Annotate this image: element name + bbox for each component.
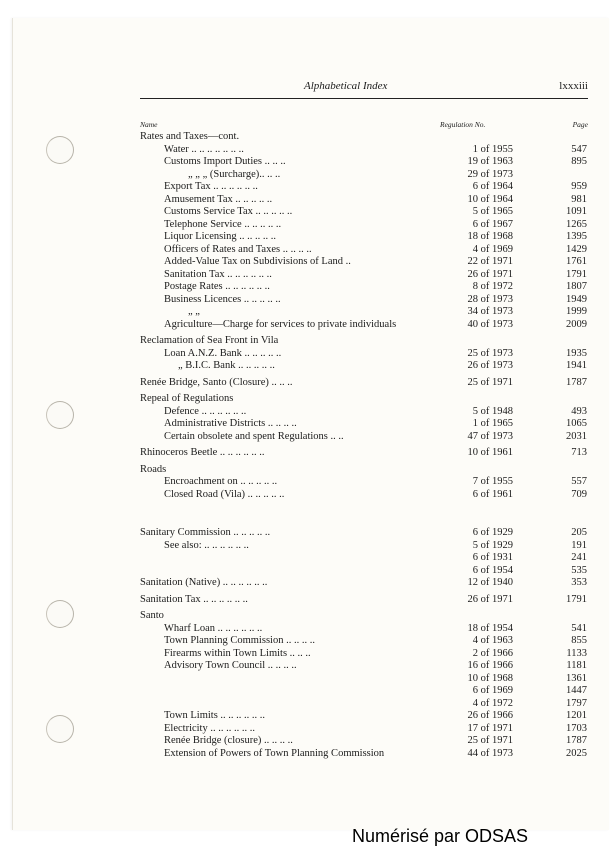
index-row [140, 156, 588, 169]
entry-name: „ B.I.C. Bank .. .. .. .. .. [178, 360, 275, 371]
index-row [140, 131, 588, 144]
page-reference: 547 [571, 143, 587, 155]
index-row [140, 406, 588, 419]
entry-name: Customs Service Tax .. .. .. .. .. [164, 206, 293, 217]
index-row [140, 377, 588, 390]
binder-hole-top [46, 136, 74, 164]
regulation-number: 25 of 1973 [467, 347, 513, 359]
entry-name: Closed Road (Vila) .. .. .. .. .. [164, 488, 285, 500]
page-reference: 709 [571, 488, 587, 500]
regulation-number: 34 of 1973 [467, 306, 513, 317]
regulation-number: 2 of 1966 [472, 647, 513, 659]
page-reference: 1787 [566, 376, 587, 388]
regulation-number: 1 of 1955 [472, 143, 513, 155]
page-reference: 1999 [566, 306, 587, 317]
entry-name: Loan A.N.Z. Bank .. .. .. .. .. [164, 347, 282, 359]
entry-name: Santo [140, 610, 164, 621]
column-header-regulation: Regulation No. [440, 120, 486, 129]
entry-name: Sanitation (Native) .. .. .. .. .. .. [140, 577, 268, 588]
entry-name: Export Tax .. .. .. .. .. .. [164, 181, 258, 192]
regulation-number: 6 of 1967 [472, 218, 513, 230]
entry-name: Water .. .. .. .. .. .. .. [164, 143, 244, 155]
index-row [140, 206, 588, 219]
entry-name: Customs Import Duties .. .. .. [164, 156, 286, 167]
index-row [140, 735, 588, 748]
index-row [140, 552, 588, 565]
page-reference: 1429 [566, 243, 587, 255]
regulation-number: 8 of 1972 [472, 281, 513, 292]
index-row [140, 231, 588, 244]
page-reference: 1797 [566, 697, 587, 709]
index-row [140, 348, 588, 361]
regulation-number: 6 of 1954 [472, 564, 513, 576]
regulation-number: 26 of 1971 [467, 593, 513, 605]
page-reference: 1787 [566, 735, 587, 746]
entry-name: Officers of Rates and Taxes .. .. .. .. [164, 243, 312, 255]
entry-name: Rates and Taxes—cont. [140, 131, 240, 142]
page-reference: 241 [571, 552, 587, 563]
page-reference: 2025 [566, 747, 587, 759]
index-row [140, 476, 588, 489]
index-row [140, 393, 588, 406]
entry-name: Renée Bridge (closure) .. .. .. .. [164, 735, 293, 746]
regulation-number: 25 of 1971 [467, 376, 513, 388]
column-header-name: Name [140, 120, 158, 129]
entry-name: Repeal of Regulations [140, 393, 234, 404]
entry-name: Advisory Town Council .. .. .. .. [164, 660, 297, 671]
entry-name: Roads [140, 463, 167, 475]
regulation-number: 26 of 1966 [467, 710, 513, 721]
regulation-number: 25 of 1971 [467, 735, 513, 746]
entry-name: Firearms within Town Limits .. .. .. [164, 647, 311, 659]
entry-name: Town Limits .. .. .. .. .. .. [164, 710, 266, 721]
index-row [140, 710, 588, 723]
header-rule [140, 98, 588, 99]
page-reference: 1065 [566, 418, 587, 429]
regulation-number: 5 of 1929 [472, 539, 513, 551]
page-reference: 1265 [566, 218, 587, 230]
page-reference: 2031 [566, 430, 587, 442]
index-row [140, 335, 588, 348]
index-row [140, 256, 588, 269]
page-reference: 959 [571, 181, 587, 192]
index-row [140, 489, 588, 502]
regulation-number: 10 of 1961 [467, 447, 513, 458]
index-row [140, 360, 588, 373]
index-row [140, 294, 588, 307]
page-reference: 1791 [566, 268, 587, 280]
regulation-number: 6 of 1964 [472, 181, 513, 192]
index-row [140, 219, 588, 232]
column-header-page: Page [572, 120, 588, 129]
index-row [140, 540, 588, 553]
entry-name: Agriculture—Charge for services to private individuals [164, 318, 397, 330]
index-row [140, 431, 588, 444]
regulation-number: 5 of 1965 [472, 206, 513, 217]
page-reference: 895 [571, 156, 587, 167]
index-row [140, 623, 588, 636]
index-row [140, 527, 588, 540]
running-title: Alphabetical Index [304, 80, 388, 92]
regulation-number: 12 of 1940 [467, 577, 513, 588]
regulation-number: 18 of 1968 [467, 231, 513, 242]
binder-hole-bottom [46, 715, 74, 743]
entry-name: Postage Rates .. .. .. .. .. .. [164, 281, 270, 292]
page-reference: 191 [571, 539, 587, 551]
entry-name: Certain obsolete and spent Regulations .. .. [164, 430, 344, 442]
index-row [140, 169, 588, 182]
index-row [140, 660, 588, 673]
regulation-number: 29 of 1973 [467, 168, 513, 180]
index-row [140, 464, 588, 477]
page-reference: 557 [571, 476, 587, 487]
page-reference: 2009 [566, 318, 587, 330]
regulation-number: 5 of 1948 [472, 405, 513, 417]
index-row [140, 565, 588, 578]
entry-name: Encroachment on .. .. .. .. .. [164, 476, 278, 487]
page-reference: 1361 [566, 672, 587, 684]
regulation-number: 6 of 1969 [472, 685, 513, 696]
index-row [140, 194, 588, 207]
page-reference: 535 [571, 564, 587, 576]
entry-name: Administrative Districts .. .. .. .. [164, 418, 297, 429]
entry-name: Defence .. .. .. .. .. .. [164, 405, 247, 417]
regulation-number: 17 of 1971 [467, 722, 513, 734]
regulation-number: 4 of 1969 [472, 243, 513, 255]
page-reference: 1395 [566, 231, 587, 242]
regulation-number: 19 of 1963 [467, 156, 513, 167]
index-row [140, 685, 588, 698]
index-row [140, 610, 588, 623]
entry-name: Reclamation of Sea Front in Vila [140, 335, 279, 346]
entry-name: Rhinoceros Beetle .. .. .. .. .. .. [140, 447, 265, 458]
page-reference: 1181 [566, 660, 587, 671]
index-row [140, 306, 588, 319]
entry-name: Added-Value Tax on Subdivisions of Land .. [164, 256, 351, 267]
index-row [140, 748, 588, 761]
page-reference: 541 [571, 622, 587, 634]
entry-name: Extension of Powers of Town Planning Commission [164, 747, 385, 759]
page-reference: 1091 [566, 206, 587, 217]
regulation-number: 28 of 1973 [467, 293, 513, 305]
regulation-number: 26 of 1971 [467, 268, 513, 280]
entry-name: Sanitation Tax .. .. .. .. .. .. [140, 593, 248, 605]
index-entries [140, 131, 588, 760]
regulation-number: 1 of 1965 [472, 418, 513, 429]
entry-name: Amusement Tax .. .. .. .. .. [164, 193, 273, 205]
regulation-number: 18 of 1954 [467, 622, 513, 634]
index-row [140, 269, 588, 282]
regulation-number: 4 of 1963 [472, 635, 513, 646]
page-reference: 493 [571, 405, 587, 417]
regulation-number: 10 of 1964 [467, 193, 513, 205]
entry-name: Liquor Licensing .. .. .. .. .. [164, 231, 276, 242]
regulation-number: 16 of 1966 [467, 660, 513, 671]
regulation-number: 22 of 1971 [467, 256, 513, 267]
regulation-number: 6 of 1929 [472, 527, 513, 538]
page-reference: 1935 [566, 347, 587, 359]
index-row [140, 418, 588, 431]
regulation-number: 10 of 1968 [467, 672, 513, 684]
regulation-number: 44 of 1973 [467, 747, 513, 759]
page-reference: 353 [571, 577, 587, 588]
index-row [140, 319, 588, 332]
page-reference: 1761 [566, 256, 587, 267]
regulation-number: 7 of 1955 [472, 476, 513, 487]
entry-name: „ „ „ (Surcharge).. .. .. [188, 168, 281, 180]
index-row [140, 698, 588, 711]
page-reference: 713 [571, 447, 587, 458]
index-row [140, 144, 588, 157]
index-row [140, 447, 588, 460]
watermark: Numérisé par ODSAS [352, 826, 529, 846]
index-row [140, 181, 588, 194]
entry-name: Town Planning Commission .. .. .. .. [164, 635, 315, 646]
entry-name: Telephone Service .. .. .. .. .. [164, 218, 282, 230]
index-row [140, 244, 588, 257]
regulation-number: 40 of 1973 [467, 318, 513, 330]
entry-name: Renée Bridge, Santo (Closure) .. .. .. [140, 376, 293, 388]
page-number: lxxxiii [559, 80, 588, 92]
page-reference: 981 [571, 193, 587, 205]
page-reference: 1447 [566, 685, 587, 696]
entry-name: Sanitary Commission .. .. .. .. .. [140, 527, 271, 538]
regulation-number: 26 of 1973 [467, 360, 513, 371]
page-reference: 1807 [566, 281, 587, 292]
regulation-number: 6 of 1931 [472, 552, 513, 563]
index-row [140, 635, 588, 648]
regulation-number: 47 of 1973 [467, 430, 513, 442]
binder-hole-upper-lower [46, 600, 74, 628]
binder-hole-middle [46, 401, 74, 429]
index-row [140, 594, 588, 607]
index-row [140, 723, 588, 736]
index-row [140, 673, 588, 686]
page-reference: 1941 [566, 360, 587, 371]
regulation-number: 4 of 1972 [472, 697, 513, 709]
entry-name: See also: .. .. .. .. .. .. [164, 539, 249, 551]
index-row [140, 648, 588, 661]
entry-name: Electricity .. .. .. .. .. .. [164, 722, 255, 734]
index-row [140, 577, 588, 590]
page-reference: 1949 [566, 293, 587, 305]
page-reference: 205 [571, 527, 587, 538]
entry-name: Business Licences .. .. .. .. .. [164, 293, 281, 305]
entry-name: Sanitation Tax .. .. .. .. .. .. [164, 268, 272, 280]
page-reference: 1201 [566, 710, 587, 721]
page-reference: 1703 [566, 722, 587, 734]
page-reference: 855 [571, 635, 587, 646]
page-reference: 1791 [566, 593, 587, 605]
regulation-number: 6 of 1961 [472, 488, 513, 500]
index-row [140, 281, 588, 294]
entry-name: Wharf Loan .. .. .. .. .. .. [164, 622, 263, 634]
column-headers [140, 120, 588, 130]
entry-name: „ „ [188, 306, 200, 317]
page-reference: 1133 [566, 647, 587, 659]
